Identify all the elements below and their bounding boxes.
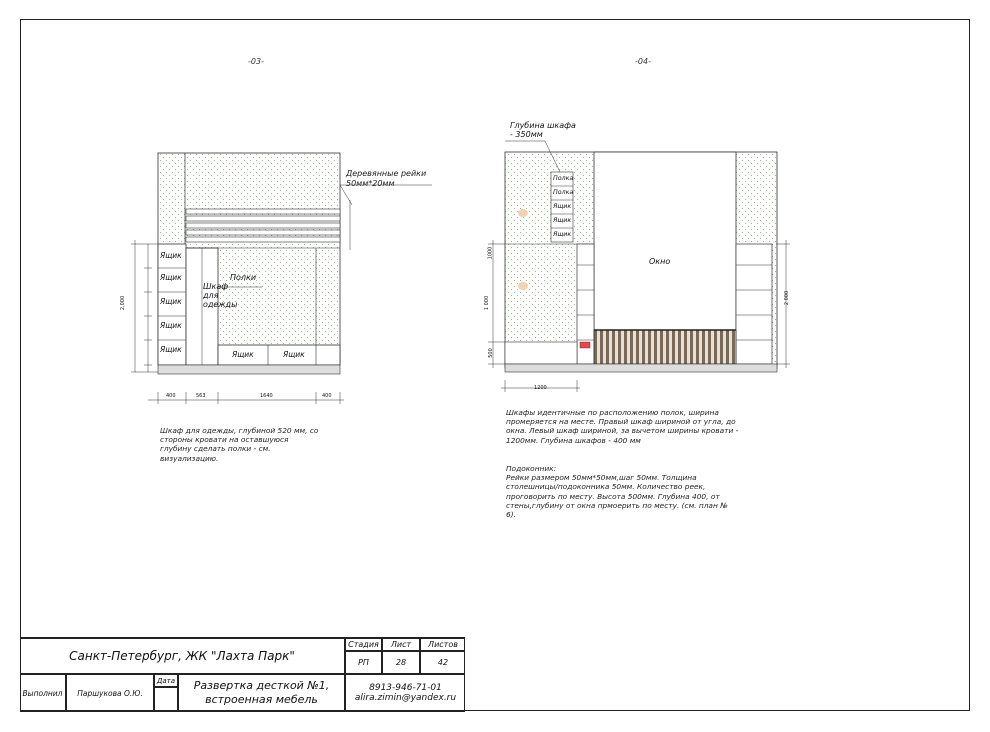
sheets-header: Листов <box>420 638 465 651</box>
drawer-label-5: Ящик <box>160 345 182 354</box>
dim-bottom-right: 1200 <box>534 385 547 391</box>
stage-header: Стадия <box>345 638 382 651</box>
sheets-value: 42 <box>420 651 465 674</box>
right-note-wardrobes: Шкафы идентичные по расположению полок, ширина промеряется на месте. Правый шкаф шириной от угла, до окна. Левый шкаф шириной, за вычетом ширины кровати - 1200мм. Глубина шкафов - 400 мм <box>506 408 739 445</box>
contact-phone: 8913-946-71-01 <box>369 683 442 693</box>
shelf-label-lower: Полка <box>553 189 574 196</box>
dim-left-sill: 500 <box>487 348 494 358</box>
project-address: Санкт-Петербург, ЖК "Лахта Парк" <box>20 638 345 674</box>
drawer-label-2: Ящик <box>160 273 182 282</box>
dim-left-lower: 1 000 <box>484 295 491 311</box>
callout-wardrobe-depth: Глубина шкафа - 350мм <box>510 121 576 139</box>
callout-wood-rails-size: 50мм*20мм <box>346 179 395 188</box>
title-block <box>20 637 465 711</box>
contact-email: alira.zimin@yandex.ru <box>354 693 457 703</box>
window-sill-slats <box>594 330 736 364</box>
sheet-header: Лист <box>382 638 420 651</box>
drawer-label-r2: Ящик <box>553 217 572 224</box>
dim-right-total: 2 000 <box>784 290 791 306</box>
stage-value: РП <box>345 651 382 674</box>
window-label: Окно <box>649 257 671 266</box>
window <box>594 152 736 330</box>
dim-left-upper: 1000 <box>487 246 494 260</box>
callout-shelves: Полки <box>230 273 257 282</box>
sheet-number-left: -03- <box>248 57 264 66</box>
callout-wood-rails: Деревянные рейки <box>346 169 427 178</box>
shelf-label-upper: Полка <box>553 175 574 182</box>
date-label: Дата <box>154 674 178 687</box>
right-note-windowsill: Подоконник: Рейки размером 50мм*50мм,шаг 50мм. Толщина столешницы/подоконника 50мм. Количество реек, проговорить по месту. Высота 500мм. Глубина 400, от стены,глубину от окна прмоерить по месту. (см. план № 6). <box>506 464 728 520</box>
dim-bottom-1: 400 <box>166 393 176 399</box>
drawing-title: Развертка десткой №1, встроенная мебель <box>178 674 345 712</box>
right-floor <box>505 364 777 372</box>
wall-lamp-lower <box>518 282 528 290</box>
sheet-value: 28 <box>382 651 420 674</box>
dim-bottom-3: 1640 <box>260 393 273 399</box>
drawer-label-3: Ящик <box>160 297 182 306</box>
date-value <box>154 687 178 712</box>
drawer-label-1: Ящик <box>160 251 182 260</box>
performer-name: Паршукова О.Ю. <box>66 674 154 712</box>
contact-cell <box>345 674 465 712</box>
drawer-label-7: Ящик <box>283 350 305 359</box>
wall-lamp-upper <box>518 209 528 217</box>
drawer-label-r3: Ящик <box>553 231 572 238</box>
performed-label: Выполнил <box>20 674 66 712</box>
drawer-label-6: Ящик <box>232 350 254 359</box>
dim-bottom-2: 563 <box>196 393 206 399</box>
right-wardrobe <box>736 244 772 364</box>
drawer-label-r1: Ящик <box>553 203 572 210</box>
dim-left-total: 2,000 <box>120 295 127 311</box>
dim-bottom-4: 400 <box>322 393 332 399</box>
sheet-number-right: -04- <box>635 57 651 66</box>
left-note: Шкаф для одежды, глубиной 520 мм, со стороны кровати на оставшуюся глубину сделать полки - см. визуализацию. <box>160 426 319 463</box>
wardrobe-label: Шкаф для одежды <box>203 282 238 309</box>
drawer-label-4: Ящик <box>160 321 182 330</box>
